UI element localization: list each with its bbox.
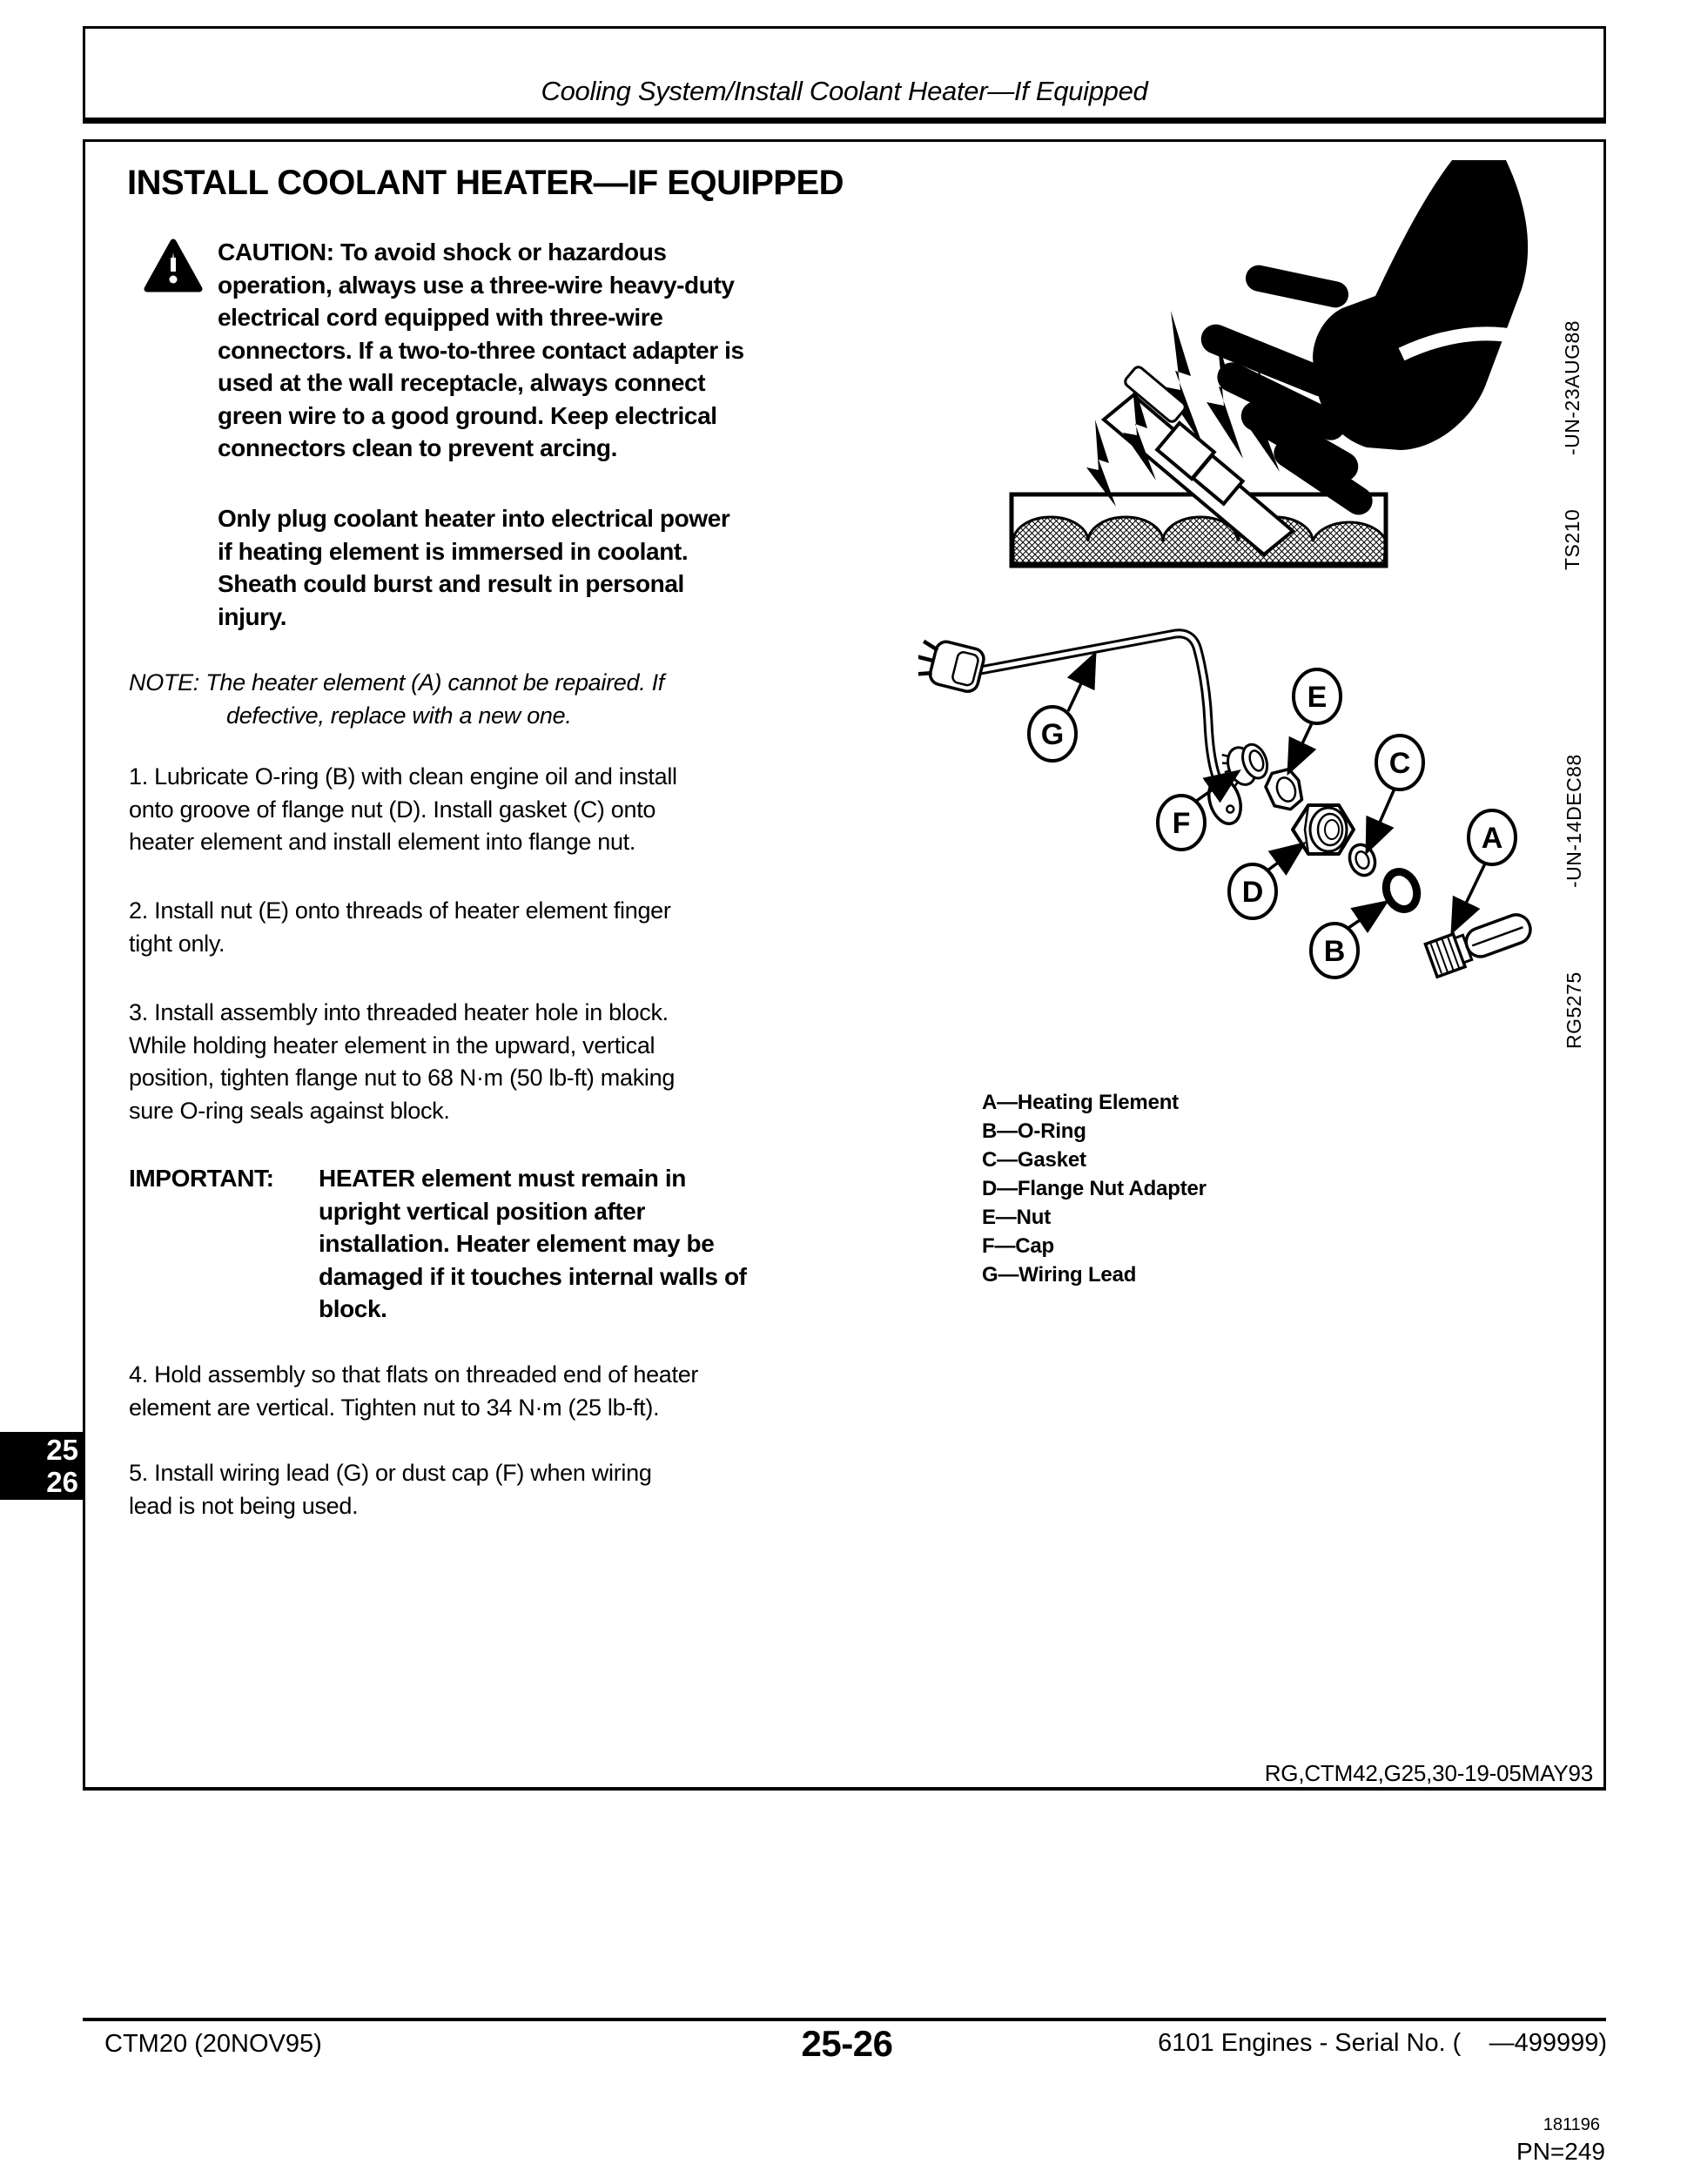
caution-paragraph-2 [218,502,729,633]
o-ring [1381,868,1422,914]
fig1-id: TS210 [1561,508,1583,570]
text-line: E—Nut [982,1206,1051,1229]
heater-exploded-diagram [918,596,1563,1101]
text-line: onto groove of flange nut (D). Install gasket (C) onto [129,796,656,823]
tab-number-bottom: 26 [46,1466,78,1498]
text-line: injury. [218,602,287,630]
running-header-title: Cooling System/Install Coolant Heater—If Equipped [541,76,1148,106]
page-edge-tab [0,1432,84,1500]
text-line: A—Heating Element [982,1091,1179,1114]
text-line: 3. Install assembly into threaded heater hole in block. [129,999,669,1025]
callout-B [1311,924,1358,978]
text-line: F—Cap [982,1234,1055,1258]
important-lines [319,1162,747,1326]
caution-paragraph-1 [218,236,744,465]
text-line: connectors. If a two-to-three contact adapter is [218,336,744,364]
text-line: installation. Heater element may be [319,1230,715,1257]
text-line: tight only. [129,930,225,957]
text-line: 2. Install nut (E) onto threads of heater element finger [129,897,671,924]
text-line: operation, always use a three-wire heavy-duty [218,271,735,299]
text-line: defective, replace with a new one. [226,702,572,729]
callout-bubbles [1029,669,1516,978]
gasket [1346,841,1380,878]
text-line: green wire to a good ground. Keep electrical [218,401,717,429]
footer-serial-range: 6101 Engines - Serial No. ( —499999) [1158,2029,1607,2057]
text-line: heater element and install element into flange nut. [129,829,636,855]
text-line: used at the wall receptacle, always connect [218,369,706,396]
callout-letter: E [1307,681,1328,714]
step-2 [129,895,671,960]
text-line: lead is not being used. [129,1492,359,1519]
running-header [83,26,1606,124]
text-line: position, tighten flange nut to 68 N·m (50 lb-ft) making [129,1065,676,1091]
text-line: 1. Lubricate O-ring (B) with clean engine oil and install [129,763,677,790]
important-label: IMPORTANT: [129,1165,274,1192]
callout-letter: F [1172,807,1191,840]
callout-A [1469,810,1516,864]
step-4 [129,1359,698,1424]
callout-G [1029,707,1076,761]
footer-manual-id: CTM20 (20NOV95) [104,2030,322,2058]
callout-C [1376,736,1423,790]
parts-legend [982,1088,1207,1289]
text-line: NOTE: The heater element (A) cannot be repaired. If [129,669,665,696]
callout-D [1229,864,1276,918]
callout-letter: A [1481,822,1503,855]
text-line: damaged if it touches internal walls of [319,1262,747,1290]
callout-letter: D [1241,876,1264,909]
note-paragraph [129,667,664,732]
text-line: D—Flange Nut Adapter [982,1177,1207,1200]
fig2-un-number: -UN-14DEC88 [1563,754,1585,888]
text-line: CAUTION: To avoid shock or hazardous [218,239,667,265]
text-line: B—O-Ring [982,1119,1086,1143]
text-line: upright vertical position after [319,1197,645,1225]
revision-reference: RG,CTM42,G25,30-19-05MAY93 [1264,1760,1593,1786]
text-line: G—Wiring Lead [982,1263,1137,1287]
text-line: electrical cord equipped with three-wire [218,304,663,331]
important-block [129,1162,747,1326]
step-1 [129,761,677,859]
text-line: 5. Install wiring lead (G) or dust cap (F) when wiring [129,1460,652,1486]
text-line: element are vertical. Tighten nut to 34 N·m (25 lb-ft). [129,1394,660,1421]
step-3 [129,997,675,1127]
plug [918,635,985,694]
text-line: if heating element is immersed in coolant. [218,537,689,565]
text-line: 4. Hold assembly so that flats on threaded end of heater [129,1361,699,1388]
callout-letter: B [1323,935,1346,968]
footer-pn: PN=249 [1516,2138,1605,2165]
footer-page-number: 25-26 [801,2023,893,2064]
fig2-id: RG5275 [1563,971,1585,1049]
footer-print-code: 181196 [1543,2115,1600,2134]
step-5 [129,1457,652,1522]
callout-F [1158,796,1205,850]
heating-element [1425,909,1535,978]
footer-rule [83,2018,1606,2021]
text-line: C—Gasket [982,1148,1086,1172]
tab-number-top: 25 [46,1434,78,1466]
text-line: HEATER element must remain in [319,1165,686,1192]
callout-letter: C [1388,747,1411,780]
text-line: sure O-ring seals against block. [129,1097,450,1124]
fig1-un-number: -UN-23AUG88 [1561,319,1583,455]
text-line: Sheath could burst and result in personal [218,570,684,597]
text-line: While holding heater element in the upward, vertical [129,1032,655,1058]
warning-triangle-icon [144,239,203,294]
nut [1262,766,1307,815]
text-line: block. [319,1295,387,1322]
callout-E [1294,669,1341,723]
text-line: connectors clean to prevent arcing. [218,434,618,461]
callout-letter: G [1040,718,1065,751]
text-line: Only plug coolant heater into electrical power [218,505,730,532]
coolant-heater-safety-figure [992,158,1558,581]
section-title: INSTALL COOLANT HEATER—IF EQUIPPED [127,164,844,202]
